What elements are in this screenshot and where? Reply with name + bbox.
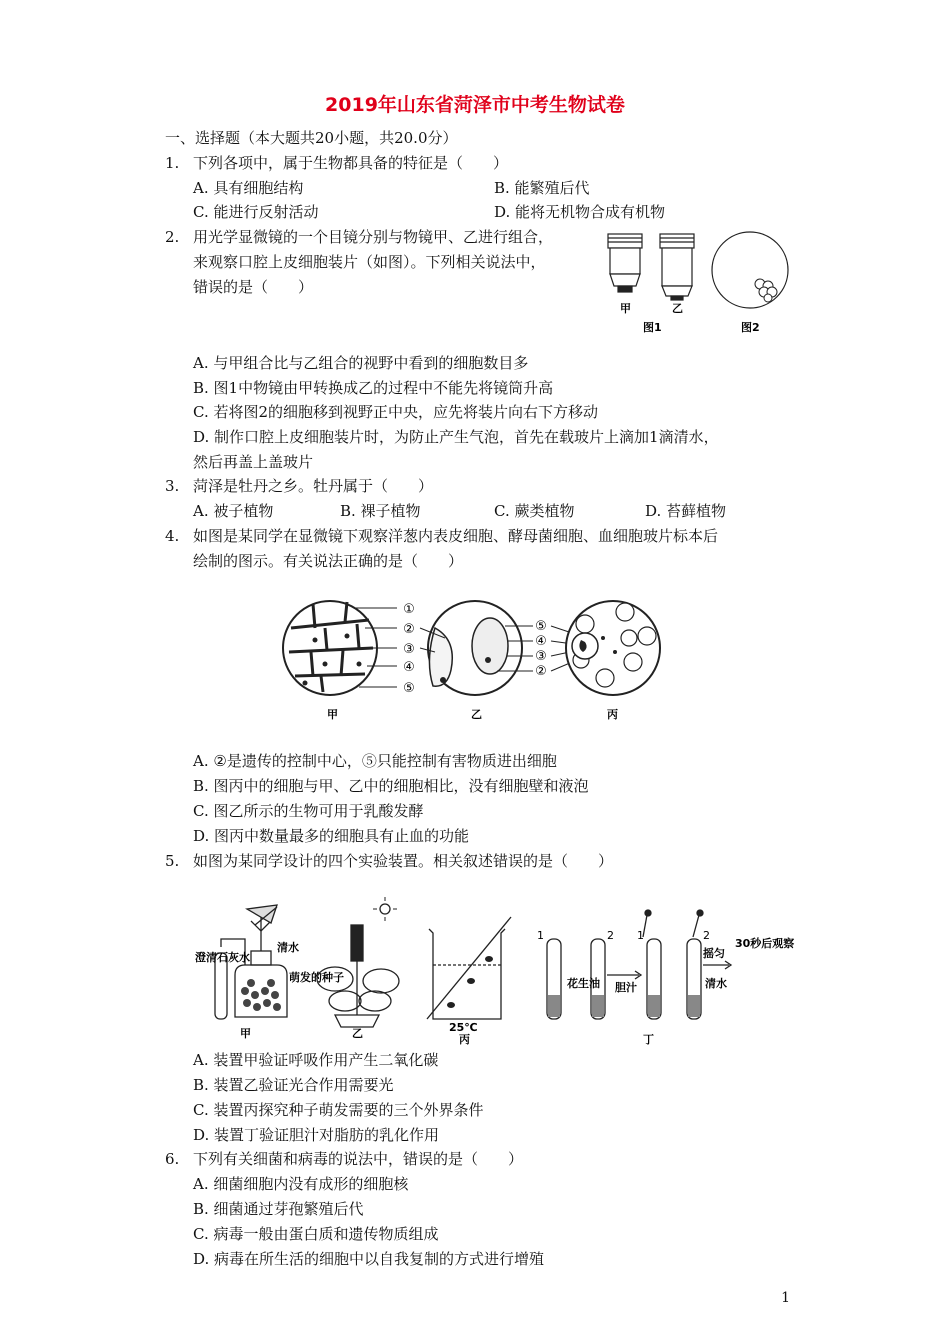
option-a[interactable]: A. 与甲组合比与乙组合的视野中看到的细胞数目多 bbox=[193, 354, 529, 372]
marker-2: ② bbox=[535, 664, 547, 679]
question-number: 2. bbox=[165, 228, 180, 246]
option-a[interactable]: A. ②是遗传的控制中心，⑤只能控制有害物质进出细胞 bbox=[193, 752, 557, 770]
option-d[interactable]: D. 病毒在所生活的细胞中以自我复制的方式进行增殖 bbox=[193, 1250, 545, 1268]
marker-4: ④ bbox=[535, 634, 547, 649]
question-number: 1. bbox=[165, 154, 180, 172]
apparatus-bing bbox=[427, 917, 511, 1019]
field-of-view bbox=[712, 232, 788, 308]
label-ding: 丁 bbox=[643, 1033, 654, 1046]
page-title: 2019年山东省菏泽市中考生物试卷 bbox=[325, 94, 625, 116]
option-a[interactable]: A. 具有细胞结构 bbox=[193, 179, 304, 197]
label-seeds: 萌发的种子 bbox=[289, 971, 344, 984]
option-b[interactable]: B. 裸子植物 bbox=[340, 502, 421, 520]
question-stem-line: 如图是某同学在显微镜下观察洋葱内表皮细胞、酵母菌细胞、血细胞玻片标本后 bbox=[193, 527, 719, 545]
label-limewater: 澄清石灰水 bbox=[195, 951, 250, 964]
option-b[interactable]: B. 图丙中的细胞与甲、乙中的细胞相比，没有细胞壁和液泡 bbox=[193, 777, 589, 795]
option-d[interactable]: D. 能将无机物合成有机物 bbox=[494, 203, 666, 221]
marker-2: ② bbox=[403, 622, 415, 637]
tube-2: 2 bbox=[703, 929, 710, 942]
option-c[interactable]: C. 蕨类植物 bbox=[494, 502, 575, 520]
question-number: 5. bbox=[165, 852, 180, 870]
option-d[interactable]: D. 装置丁验证胆汁对脂肪的乳化作用 bbox=[193, 1126, 440, 1144]
label-jia: 甲 bbox=[240, 1027, 251, 1040]
option-a[interactable]: A. 装置甲验证呼吸作用产生二氧化碳 bbox=[193, 1051, 439, 1069]
question-stem-line: 错误的是（ ） bbox=[193, 278, 314, 296]
label-water: 清水 bbox=[277, 941, 299, 954]
apparatus-yi bbox=[317, 897, 399, 1027]
option-b[interactable]: B. 细菌通过芽孢繁殖后代 bbox=[193, 1200, 364, 1218]
cell-figure bbox=[285, 590, 665, 725]
question-stem-line: 绘制的图示。有关说法正确的是（ ） bbox=[193, 552, 464, 570]
label-jia: 甲 bbox=[327, 708, 338, 721]
objective-jia bbox=[608, 234, 642, 292]
microscope-figure bbox=[600, 228, 790, 338]
label-yi: 乙 bbox=[471, 708, 482, 721]
option-a[interactable]: A. 细菌细胞内没有成形的细胞核 bbox=[193, 1175, 409, 1193]
label-jia: 甲 bbox=[620, 302, 631, 315]
label-yi: 乙 bbox=[352, 1027, 363, 1040]
marker-5: ⑤ bbox=[403, 681, 415, 696]
label-water: 清水 bbox=[705, 977, 727, 990]
question-stem: 下列各项中，属于生物都具备的特征是（ ） bbox=[193, 154, 509, 172]
option-c[interactable]: C. 装置丙探究种子萌发需要的三个外界条件 bbox=[193, 1101, 484, 1119]
tube-1: 1 bbox=[637, 929, 644, 942]
section-heading: 一、选择题（本大题共20小题，共20.0分） bbox=[165, 129, 458, 147]
label-bile: 胆汁 bbox=[615, 981, 637, 994]
question-stem: 菏泽是牡丹之乡。牡丹属于（ ） bbox=[193, 477, 434, 495]
option-d[interactable]: D. 图丙中数量最多的细胞具有止血的功能 bbox=[193, 827, 470, 845]
option-c[interactable]: C. 若将图2的细胞移到视野正中央，应先将装片向右下方移动 bbox=[193, 403, 599, 421]
option-c[interactable]: C. 病毒一般由蛋白质和遗传物质组成 bbox=[193, 1225, 439, 1243]
blood-cells bbox=[566, 601, 660, 695]
question-stem: 如图为某同学设计的四个实验装置。相关叙述错误的是（ ） bbox=[193, 852, 614, 870]
tube-2: 2 bbox=[607, 929, 614, 942]
marker-3: ③ bbox=[403, 642, 415, 657]
label-fig2: 图2 bbox=[741, 321, 760, 334]
question-number: 6. bbox=[165, 1150, 180, 1168]
label-fig1: 图1 bbox=[643, 321, 662, 334]
option-c[interactable]: C. 能进行反射活动 bbox=[193, 203, 319, 221]
question-stem: 下列有关细菌和病毒的说法中，错误的是（ ） bbox=[193, 1150, 524, 1168]
apparatus-ding bbox=[547, 910, 731, 1019]
option-d[interactable]: D. 制作口腔上皮细胞装片时，为防止产生气泡，首先在载玻片上滴加1滴清水， bbox=[193, 428, 719, 446]
option-b[interactable]: B. 图1中物镜由甲转换成乙的过程中不能先将镜筒升高 bbox=[193, 379, 554, 397]
label-bing: 丙 bbox=[459, 1033, 470, 1046]
label-shake: 摇匀 bbox=[703, 947, 725, 960]
objective-yi bbox=[660, 234, 694, 300]
option-d[interactable]: D. 苔藓植物 bbox=[645, 502, 727, 520]
question-stem-line: 用光学显微镜的一个目镜分别与物镜甲、乙进行组合， bbox=[193, 228, 554, 246]
option-b[interactable]: B. 装置乙验证光合作用需要光 bbox=[193, 1076, 394, 1094]
option-d-continued: 然后再盖上盖玻片 bbox=[193, 453, 314, 471]
experiment-figure bbox=[195, 895, 795, 1046]
option-c[interactable]: C. 图乙所示的生物可用于乳酸发酵 bbox=[193, 802, 424, 820]
label-observe: 30秒后观察 bbox=[735, 937, 795, 950]
option-a[interactable]: A. 被子植物 bbox=[193, 502, 274, 520]
label-bing: 丙 bbox=[607, 708, 618, 721]
question-stem-line: 来观察口腔上皮细胞装片（如图）。下列相关说法中， bbox=[193, 253, 546, 271]
question-number: 3. bbox=[165, 477, 180, 495]
label-oil: 花生油 bbox=[567, 977, 600, 990]
marker-1: ① bbox=[403, 602, 415, 617]
marker-4: ④ bbox=[403, 660, 415, 675]
label-yi: 乙 bbox=[672, 302, 683, 315]
marker-3: ③ bbox=[535, 649, 547, 664]
tube-1: 1 bbox=[537, 929, 544, 942]
question-number: 4. bbox=[165, 527, 180, 545]
page-number: 1 bbox=[781, 1290, 790, 1306]
option-b[interactable]: B. 能繁殖后代 bbox=[494, 179, 590, 197]
label-temp: 25℃ bbox=[449, 1021, 478, 1034]
onion-cells bbox=[283, 601, 377, 695]
yeast-cell bbox=[428, 601, 522, 695]
marker-5: ⑤ bbox=[535, 619, 547, 634]
